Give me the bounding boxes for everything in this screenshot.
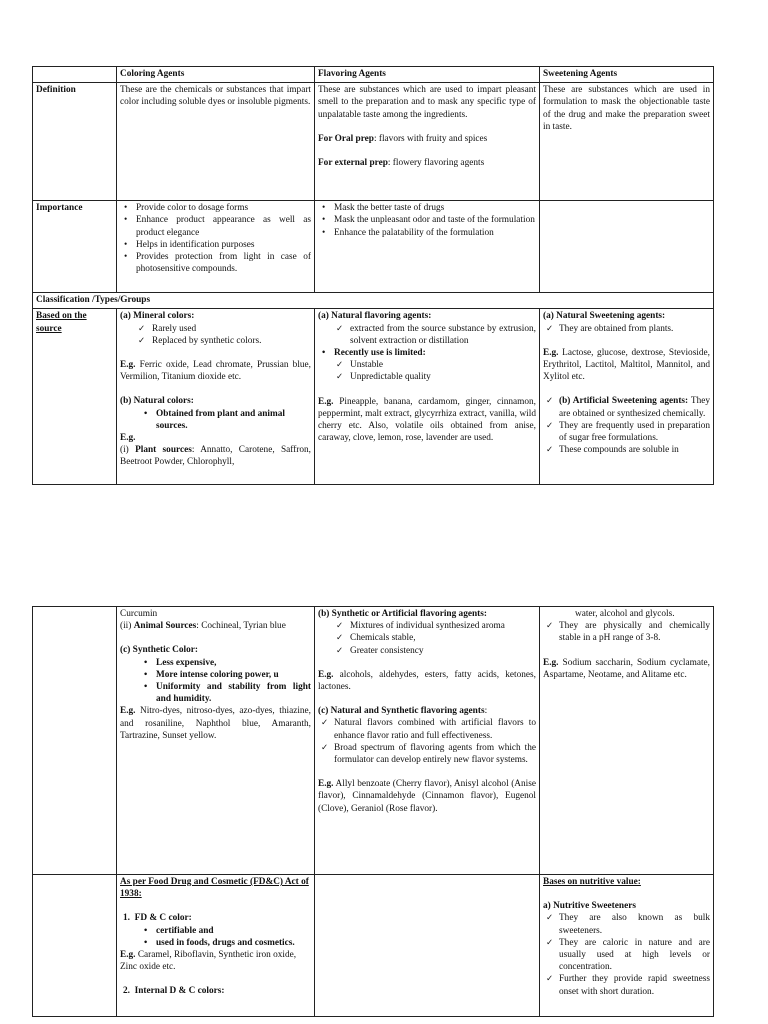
source-row-continued (33, 607, 714, 875)
combo-flavoring-title: (c) Natural and Synthetic flavoring agents (318, 706, 485, 717)
nutritive-sweetening (540, 875, 714, 1017)
source-row (33, 309, 714, 485)
fdc-item-1-bullets (120, 925, 311, 949)
sweetening-stability-list (543, 620, 710, 644)
importance-flavoring-list (318, 202, 536, 239)
definition-label: Definition (33, 83, 117, 201)
natural-colors-list (120, 408, 311, 432)
plant-sources-label: Plant sources (135, 445, 192, 456)
list-item: • Recently use is limited: (318, 347, 536, 359)
comparison-table-continued (32, 606, 714, 1017)
importance-sweetening (540, 201, 714, 293)
combo-flavoring-example (318, 778, 536, 815)
eg-label: E.g. (318, 669, 334, 680)
oral-prep-label: For Oral prep (318, 133, 374, 144)
list-item: ✓ Rarely used (120, 323, 311, 335)
eg-label: E.g. (318, 396, 334, 407)
eg-label: E.g. (120, 950, 136, 961)
fdc-title: As per Food Drug and Cosmetic (FD&C) Act of 1938: (120, 877, 309, 900)
list-item: • Obtained from plant and animal sources. (120, 408, 311, 432)
source-sweetening (540, 309, 714, 485)
synthetic-color-example (120, 705, 311, 742)
fdc-coloring (117, 875, 315, 1017)
natural-sweetening-example (543, 347, 710, 384)
artificial-sweetening-example (543, 657, 710, 681)
list-item: ✓ Mixtures of individual synthesized aroma (318, 620, 536, 632)
mineral-example (120, 359, 311, 383)
fdc-item-2-title: Internal D & C colors: (134, 986, 225, 997)
synthetic-flavoring-example-text: alcohols, aldehydes, esters, fatty acids, ketones, lactones. (318, 669, 536, 693)
header-row (33, 67, 714, 83)
list-item: • Uniformity and stability from light and humidity. (120, 681, 311, 705)
definition-flavoring-text: These are substances which are used to impart pleasant smell to the preparation and to mask any specific type of unpalatable taste among the ingredients. (318, 85, 536, 120)
list-item: • used in foods, drugs and cosmetics. (120, 937, 311, 949)
list-item: ✓ They are obtained from plants. (543, 323, 710, 335)
eg-label: E.g. (120, 360, 136, 371)
eg-label: E.g. (543, 657, 559, 668)
list-item: ✓ They are physically and chemically stable in a pH range of 3-8. (543, 620, 710, 644)
header-flavoring: Flavoring Agents (315, 67, 540, 83)
curcumin-text: Curcumin (120, 609, 158, 619)
source-flavoring (315, 309, 540, 485)
fdc-item-2 (120, 985, 311, 997)
list-item (543, 395, 710, 419)
fdc-item-1 (120, 912, 311, 924)
continued-sweetening (540, 607, 714, 875)
natural-flavoring-example (318, 396, 536, 445)
synthetic-flavoring-title: (b) Synthetic or Artificial flavoring agents: (318, 609, 487, 619)
plant-sources-text: : Annatto, Carotene, Saffron, Beetroot Powder, Chlorophyll, (120, 445, 311, 468)
definition-row (33, 83, 714, 201)
animal-sources-prefix: (ii) (120, 621, 134, 632)
synthetic-color-example-text: Nitro-dyes, nitroso-dyes, azo-dyes, thiazine, and rosaniline, Naphthol blue, Amaranth, Tartrazine, Sunset yellow. (120, 706, 311, 741)
definition-coloring: These are the chemicals or substances that impart color including soluble dyes or insoluble pigments. (117, 83, 315, 201)
fdc-row (33, 875, 714, 1017)
combo-flavoring-list (318, 717, 536, 766)
source-label: Based on the source (33, 309, 117, 485)
nutritive-title: Bases on nutritive value: (543, 877, 641, 887)
comparison-table-top (32, 66, 714, 485)
synthetic-color-list (120, 657, 311, 706)
fdc-example-text: Caramel, Riboflavin, Synthetic iron oxide, Zinc oxide etc. (120, 950, 297, 973)
list-item: ✓ They are also known as bulk sweeteners. (543, 912, 710, 936)
list-item: ✓ They are caloric in nature and are usually used at high levels or concentration. (543, 937, 710, 974)
natural-flavoring-title: (a) Natural flavoring agents: (318, 311, 432, 322)
list-item: • More intense coloring power, u (120, 669, 311, 681)
artificial-sweetening-text: They are obtained or synthesized chemically. (559, 396, 710, 419)
mineral-colors-title: (a) Mineral colors: (120, 311, 195, 322)
fdc-example (120, 949, 311, 973)
fdc-flavoring-empty (315, 875, 540, 1017)
natural-colors-title: (b) Natural colors: (120, 396, 194, 407)
natural-sweetening-list (543, 323, 710, 335)
header-sweetening: Sweetening Agents (540, 67, 714, 83)
classification-label: Classification /Types/Groups (33, 293, 714, 309)
definition-flavoring (315, 83, 540, 201)
empty-label-cell (33, 875, 117, 1017)
list-item: ✓ Further they provide rapid sweetness onset with short duration. (543, 973, 710, 997)
importance-flavoring (315, 201, 540, 293)
continued-coloring (117, 607, 315, 875)
fdc-item-1-number: 1. (123, 913, 130, 924)
list-item: • Provides protection from light in case of photosensitive compounds. (120, 251, 311, 275)
sweetening-continued-text: water, alcohol and glycols. (575, 609, 675, 619)
importance-coloring (117, 201, 315, 293)
artificial-sweetening-example-text: Sodium saccharin, Sodium cyclamate, Aspartame, Neotame, and Alitame etc. (543, 657, 710, 680)
eg-label: E.g. (318, 779, 334, 790)
oral-prep-note (318, 133, 536, 145)
list-item: ✓ Greater consistency (318, 645, 536, 657)
list-item: ✓ Broad spectrum of flavoring agents from which the formulator can develop entirely new flavor systems. (318, 742, 536, 766)
importance-row (33, 201, 714, 293)
list-item: ✓ These compounds are soluble in (543, 444, 710, 456)
plant-sources (120, 444, 311, 468)
natural-flavoring-list (318, 323, 536, 347)
natural-sweetening-example-text: Lactose, glucose, dextrose, Stevioside, Erythritol, Lactitol, Maltitol, Mannitol, and Xylitol etc. (543, 347, 710, 383)
natural-flavoring-example-text: Pineapple, banana, cardamom, ginger, cinnamon, peppermint, malt extract, glycyrrhiza extract, vanilla, wild cherry etc. Also, volatile oils obtained from anise, caraway, clove, lemon, rose, lavender are used. (318, 396, 536, 444)
external-prep-text: : flowery flavoring agents (387, 158, 485, 169)
synthetic-flavoring-list (318, 620, 536, 657)
list-item: • Less expensive, (120, 657, 311, 669)
combo-flavoring-colon: : (484, 706, 488, 717)
list-item: • Helps in identification purposes (120, 239, 311, 251)
list-item: ✓ They are frequently used in preparation of sugar free formulations. (543, 420, 710, 444)
recent-use-list (318, 347, 536, 359)
list-item: • Provide color to dosage forms (120, 202, 311, 214)
list-item: ✓ Unstable (318, 359, 536, 371)
animal-sources (120, 620, 311, 632)
continued-flavoring (315, 607, 540, 875)
classification-row (33, 293, 714, 309)
eg-label: E.g. (120, 706, 136, 717)
external-prep-note (318, 157, 536, 169)
list-item: ✓ extracted from the source substance by extrusion, solvent extraction or distillation (318, 323, 536, 347)
oral-prep-text: : flavors with fruity and spices (373, 133, 488, 144)
list-item: • Mask the better taste of drugs (318, 202, 536, 214)
recent-use-subitems (318, 359, 536, 383)
list-item: ✓ Replaced by synthetic colors. (120, 335, 311, 347)
empty-label-cell (33, 607, 117, 875)
mineral-example-text: Ferric oxide, Lead chromate, Prussian blue, Vermilion, Titanium dioxide etc. (120, 360, 311, 383)
combo-flavoring-example-text: Allyl benzoate (Cherry flavor), Anisyl alcohol (Anise flavor), Cinnamaldehyde (Cinnamon flavor), Eugenol (Clove), Geraniol (Rose flavor). (318, 779, 536, 814)
nutritive-subtitle: a) Nutritive Sweeteners (543, 901, 636, 912)
fdc-item-2-number: 2. (123, 986, 130, 997)
definition-sweetening: These are substances which are used in formulation to mask the objectionable taste of the drug and make the preparation sweet in taste. (540, 83, 714, 201)
list-item: • Enhance the palatability of the formulation (318, 227, 536, 239)
header-cell-empty (33, 67, 117, 83)
list-item: ✓ Natural flavors combined with artificial flavors to enhance flavor ratio and full effectiveness. (318, 717, 536, 741)
list-item: ✓ Unpredictable quality (318, 371, 536, 383)
source-coloring (117, 309, 315, 485)
synthetic-color-title: (c) Synthetic Color: (120, 645, 198, 656)
animal-sources-text: : Cochineal, Tyrian blue (196, 621, 286, 632)
list-item: • Enhance product appearance as well as product elegance (120, 214, 311, 238)
importance-coloring-list (120, 202, 311, 275)
animal-sources-label: Animal Sources (133, 621, 197, 632)
plant-sources-prefix: (i) (120, 445, 136, 456)
external-prep-label: For external prep (318, 158, 388, 169)
eg-label: E.g. (120, 433, 136, 444)
artificial-sweetening-title: (b) Artificial Sweetening agents: (559, 396, 689, 407)
combo-flavoring-title-line (318, 705, 536, 717)
natural-sweetening-title: (a) Natural Sweetening agents: (543, 311, 666, 322)
importance-label: Importance (33, 201, 117, 293)
list-item: • Mask the unpleasant odor and taste of the formulation (318, 214, 536, 226)
nutritive-list (543, 912, 710, 997)
fdc-item-1-title: FD & C color: (134, 913, 192, 924)
eg-label: E.g. (543, 347, 559, 358)
synthetic-flavoring-example (318, 669, 536, 693)
mineral-colors-list (120, 323, 311, 347)
artificial-sweetening-list (543, 395, 710, 456)
list-item: ✓ Chemicals stable, (318, 632, 536, 644)
list-item: • certifiable and (120, 925, 311, 937)
header-coloring: Coloring Agents (117, 67, 315, 83)
